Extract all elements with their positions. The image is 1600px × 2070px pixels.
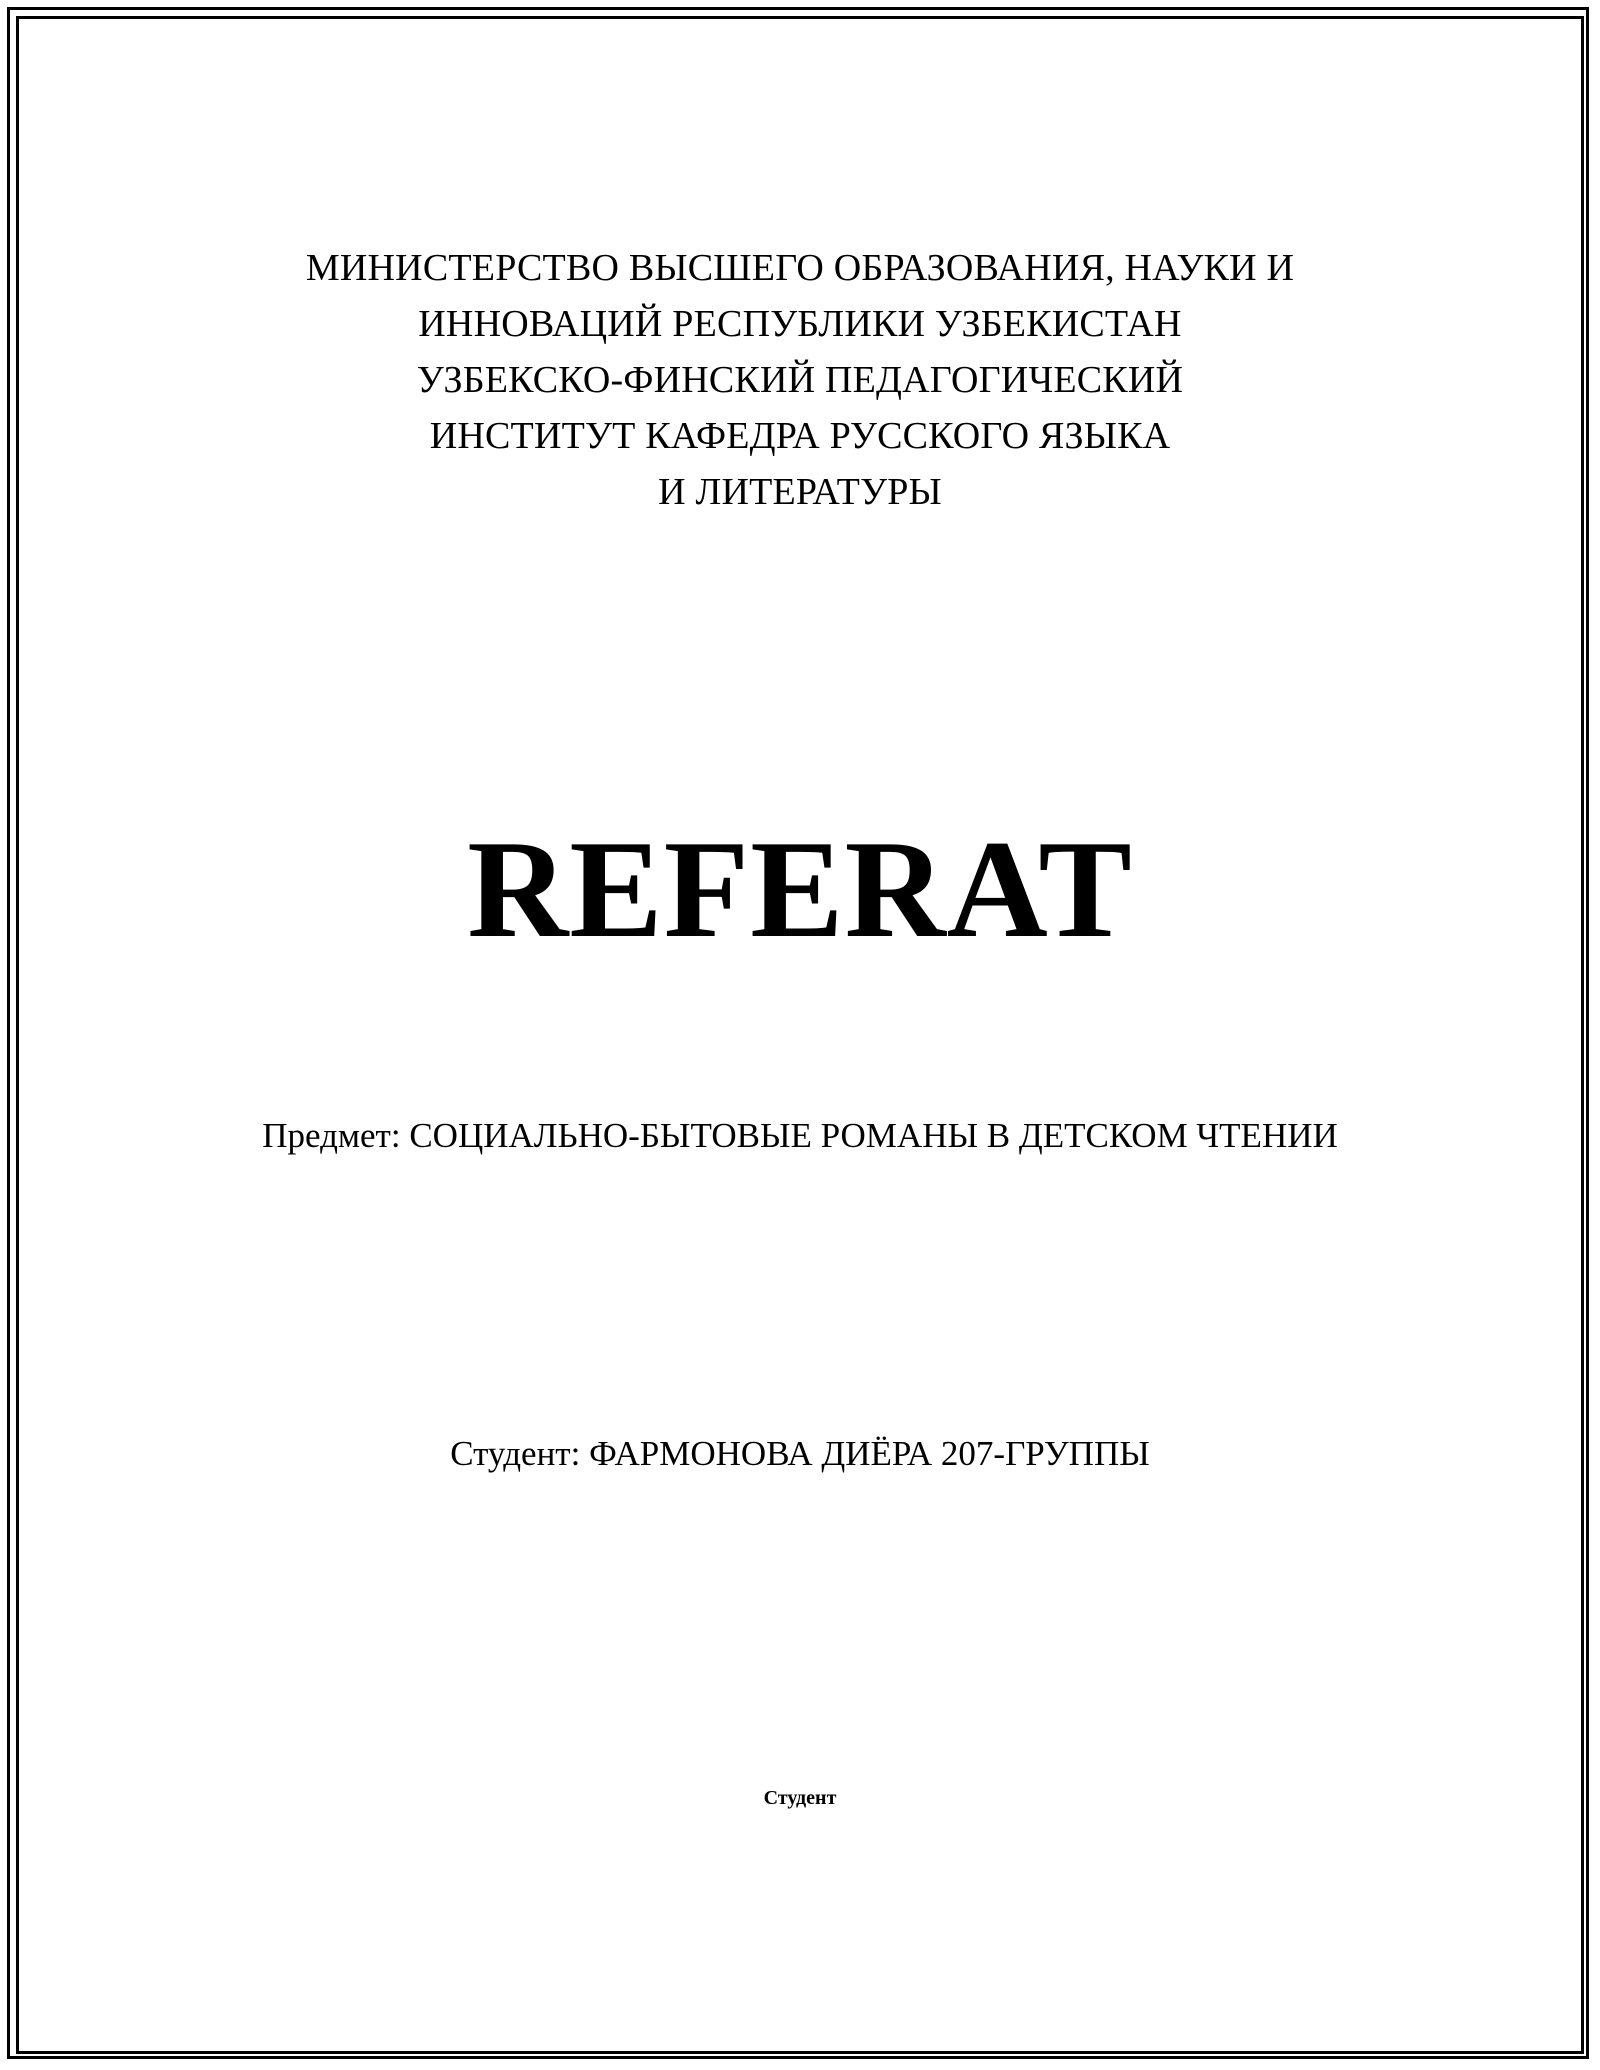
header-line: И ЛИТЕРАТУРЫ xyxy=(658,471,942,513)
header-line: ИННОВАЦИЙ РЕСПУБЛИКИ УЗБЕКИСТАН xyxy=(418,303,1182,345)
header-line: УЗБЕКСКО-ФИНСКИЙ ПЕДАГОГИЧЕСКИЙ xyxy=(416,359,1184,401)
header-line: ИНСТИТУТ КАФЕДРА РУССКОГО ЯЗЫКА xyxy=(429,415,1171,457)
header-line: МИНИСТЕРСТВО ВЫСШЕГО ОБРАЗОВАНИЯ, НАУКИ И xyxy=(305,247,1295,289)
student-line: Студент: ФАРМОНОВА ДИЁРА 207-ГРУППЫ xyxy=(450,1434,1150,1473)
footer-student-label: Студент xyxy=(763,1787,837,1809)
institution-header xyxy=(0,240,1600,520)
document-title: REFERAT xyxy=(467,812,1133,967)
subject-line: Предмет: СОЦИАЛЬНО-БЫТОВЫЕ РОМАНЫ В ДЕТСКОМ ЧТЕНИИ xyxy=(262,1116,1338,1155)
